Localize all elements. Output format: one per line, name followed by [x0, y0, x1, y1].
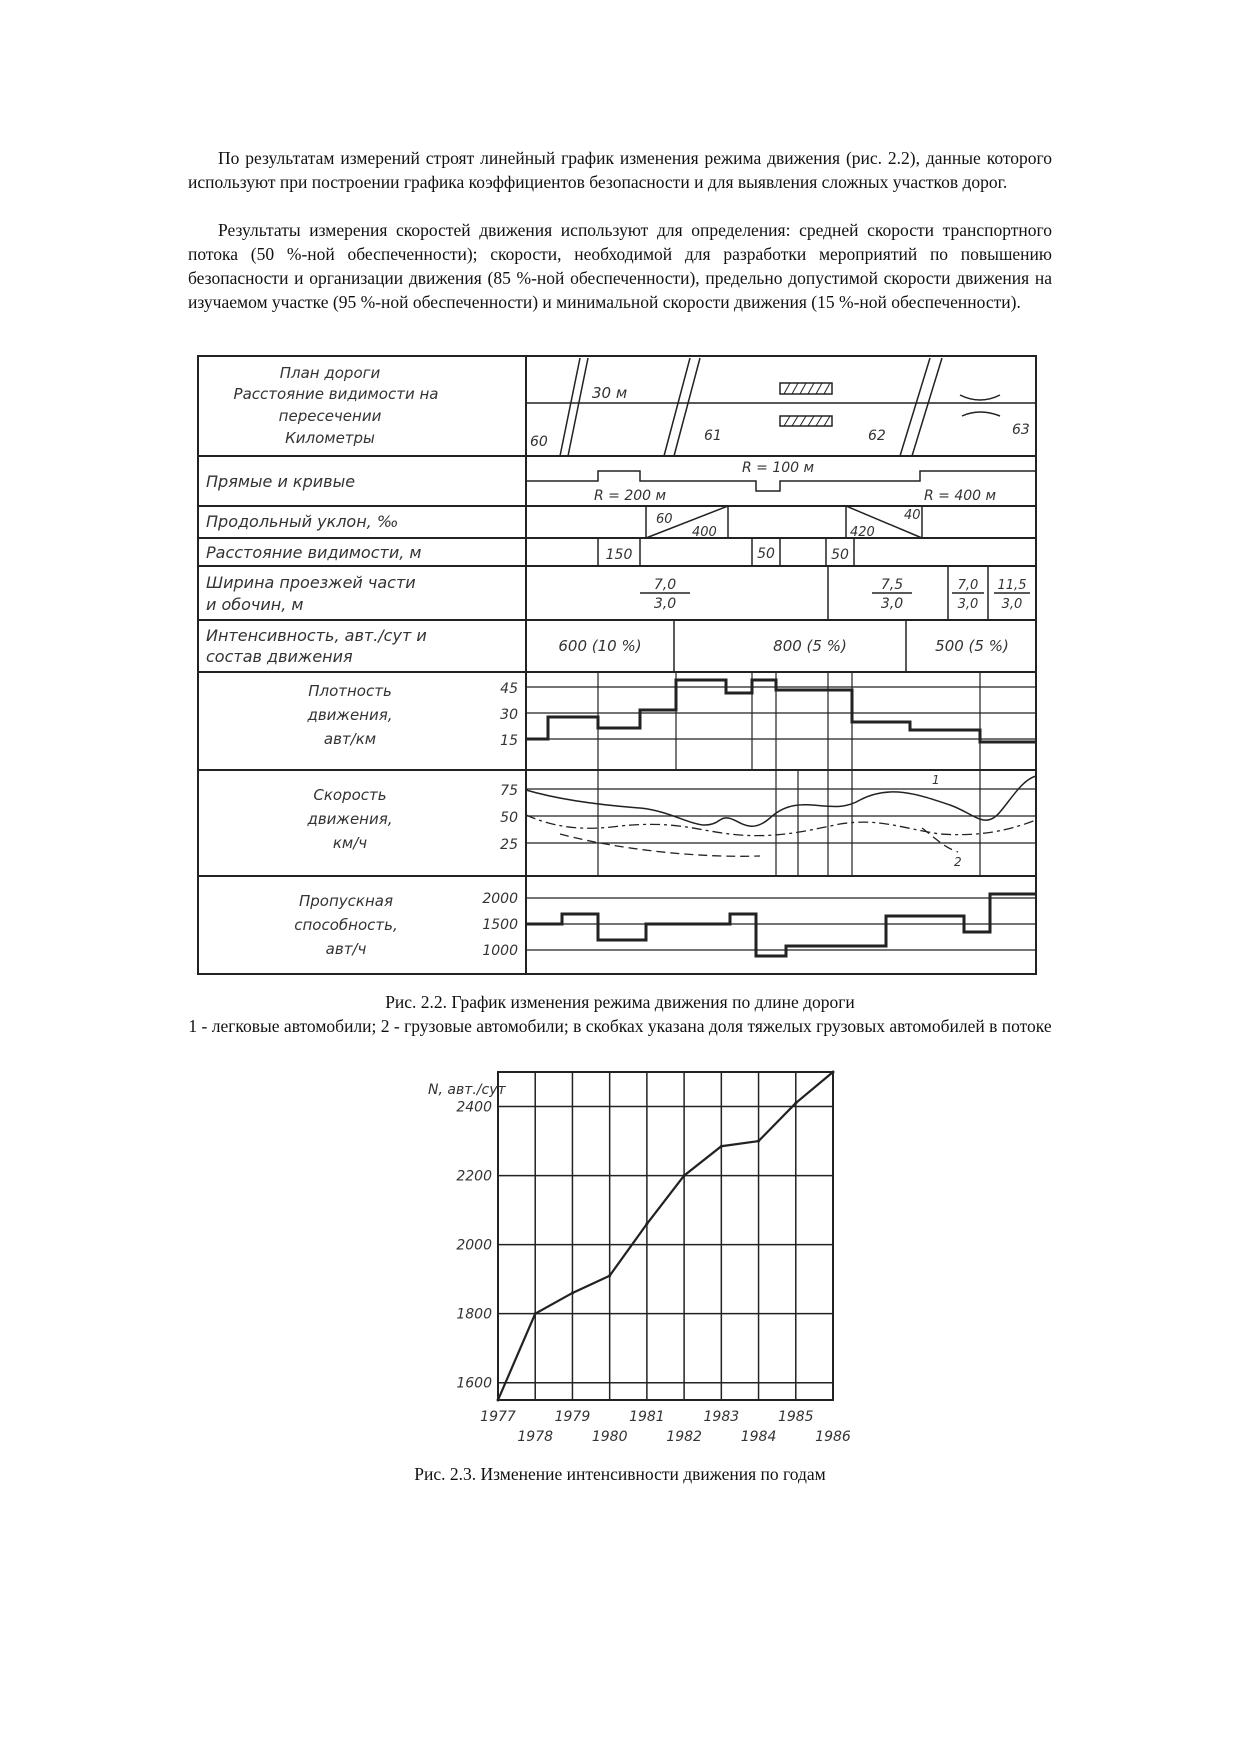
- grade-value: 400: [692, 525, 717, 540]
- width-label-1: Ширина проезжей части: [206, 573, 416, 592]
- capacity-tick: 2000: [482, 891, 518, 907]
- capacity-label-3: авт/ч: [325, 940, 367, 958]
- grade-value: 40: [904, 508, 921, 523]
- curves-label: Прямые и кривые: [206, 472, 356, 491]
- sight-30m-label: 30 м: [592, 384, 628, 402]
- density-tick: 45: [500, 681, 518, 697]
- km-label: 61: [704, 428, 722, 444]
- density-label-3: авт/км: [323, 730, 377, 748]
- y-tick-label: 2000: [456, 1237, 492, 1254]
- data-point: [534, 1312, 537, 1315]
- y-tick-label: 2400: [456, 1099, 492, 1116]
- x-tick-label: 1980: [591, 1429, 628, 1445]
- y-tick-label: 1800: [456, 1306, 492, 1323]
- speed-label-3: км/ч: [332, 834, 368, 852]
- x-tick-label: 1983: [703, 1409, 740, 1425]
- width-top: 7,5: [880, 577, 904, 593]
- speed-tick: 50: [500, 810, 518, 826]
- plan-label: План дороги: [279, 364, 381, 382]
- curve-marker: 1: [932, 773, 940, 787]
- data-point: [608, 1274, 611, 1277]
- radius-label: R = 200 м: [594, 488, 667, 504]
- data-point: [645, 1222, 648, 1225]
- speed-tick: 75: [500, 783, 518, 799]
- speed-tick: 25: [500, 837, 518, 853]
- y-tick-label: 1600: [456, 1375, 492, 1392]
- intensity-value: 600 (10 %): [558, 637, 642, 655]
- chart-frame: [498, 1072, 833, 1400]
- data-point: [497, 1399, 500, 1402]
- width-bottom: 3,0: [957, 597, 979, 612]
- sight-intersection-label: Расстояние видимости на: [233, 385, 439, 403]
- capacity-label-1: Пропускная: [299, 892, 393, 910]
- density-label-1: Плотность: [308, 682, 392, 700]
- data-point: [794, 1102, 797, 1105]
- width-bottom: 3,0: [880, 596, 904, 612]
- x-tick-label: 1978: [517, 1429, 554, 1445]
- capacity-tick: 1500: [482, 917, 518, 933]
- data-point: [720, 1145, 723, 1148]
- width-label-2: и обочин, м: [206, 595, 304, 614]
- km-label: 62: [868, 428, 886, 444]
- grade-value: 420: [850, 525, 875, 540]
- figure-2-3-caption: Рис. 2.3. Изменение интенсивности движения по годам: [414, 1464, 826, 1484]
- y-axis-label: N, авт./сут: [428, 1082, 506, 1098]
- x-ticks: [480, 1409, 851, 1445]
- x-tick-label: 1982: [666, 1429, 702, 1445]
- grade-value: 60: [656, 512, 673, 527]
- figure-2-2-legend: 1 - легковые автомобили; 2 - грузовые автомобили; в скобках указана доля тяжелых грузовых автомобилей в потоке: [188, 1016, 1052, 1036]
- intensity-series-line: [498, 1072, 833, 1400]
- x-tick-label: 1985: [777, 1409, 814, 1425]
- chart-points: [497, 1071, 835, 1402]
- capacity-tick: 1000: [482, 943, 518, 959]
- x-tick-label: 1984: [740, 1429, 777, 1445]
- width-bottom: 3,0: [653, 596, 677, 612]
- density-tick: 30: [500, 707, 518, 723]
- y-ticks: [456, 1100, 492, 1392]
- width-top: 7,0: [957, 578, 979, 593]
- speed-label-1: Скорость: [313, 786, 387, 804]
- sight-value: 150: [605, 547, 633, 563]
- x-tick-label: 1977: [480, 1409, 516, 1425]
- figure-2-2-caption: Рис. 2.2. График изменения режима движения по длине дороги: [385, 992, 855, 1012]
- paragraph-2: Результаты измерения скоростей движения используют для определения: средней скорости транспортного потока (50 %-ной обеспеченности); скорости, необходимой для разработки мероприятий по повышению безопасности и организации движения (85 %-ной обеспеченности), предельно допустимой скорости движения на изучаемом участке (95 %-ной обеспеченности) и минимальной скорости движения (15 %-ной обеспеченности).: [188, 220, 1052, 312]
- x-tick-label: 1979: [554, 1409, 591, 1425]
- data-point: [683, 1174, 686, 1177]
- intersection-label: пересечении: [278, 407, 382, 425]
- kilometers-label: Километры: [285, 429, 375, 447]
- width-top: 11,5: [997, 578, 1027, 593]
- data-point: [571, 1291, 574, 1294]
- capacity-label-2: способность,: [294, 916, 398, 934]
- radius-label: R = 400 м: [924, 488, 997, 504]
- grade-label: Продольный уклон, ‰: [206, 512, 399, 531]
- intensity-value: 800 (5 %): [773, 637, 847, 655]
- chart-grid: [498, 1072, 833, 1400]
- width-bottom: 3,0: [1001, 597, 1023, 612]
- x-tick-label: 1986: [815, 1429, 851, 1445]
- sight-label: Расстояние видимости, м: [206, 543, 422, 562]
- intensity-label-1: Интенсивность, авт./сут и: [206, 626, 427, 645]
- intensity-label-2: состав движения: [206, 647, 353, 666]
- radius-label: R = 100 м: [742, 460, 815, 476]
- data-point: [757, 1140, 760, 1143]
- density-label-2: движения,: [307, 706, 393, 724]
- width-top: 7,0: [653, 577, 677, 593]
- sight-value: 50: [831, 547, 849, 563]
- x-tick-label: 1981: [629, 1409, 665, 1425]
- y-tick-label: 2200: [456, 1168, 492, 1185]
- intensity-value: 500 (5 %): [935, 637, 1009, 655]
- km-label: 60: [530, 434, 548, 450]
- sight-value: 50: [757, 546, 775, 562]
- km-label: 63: [1012, 422, 1030, 438]
- data-point: [832, 1071, 835, 1074]
- density-tick: 15: [500, 733, 518, 749]
- curve-marker: 2: [954, 855, 962, 869]
- paragraph-1: По результатам измерений строят линейный график изменения режима движения (рис. 2.2), данные которого используют при построении графика коэффициентов безопасности и для выявления сложных участков дорог.: [188, 148, 1052, 192]
- speed-label-2: движения,: [307, 810, 393, 828]
